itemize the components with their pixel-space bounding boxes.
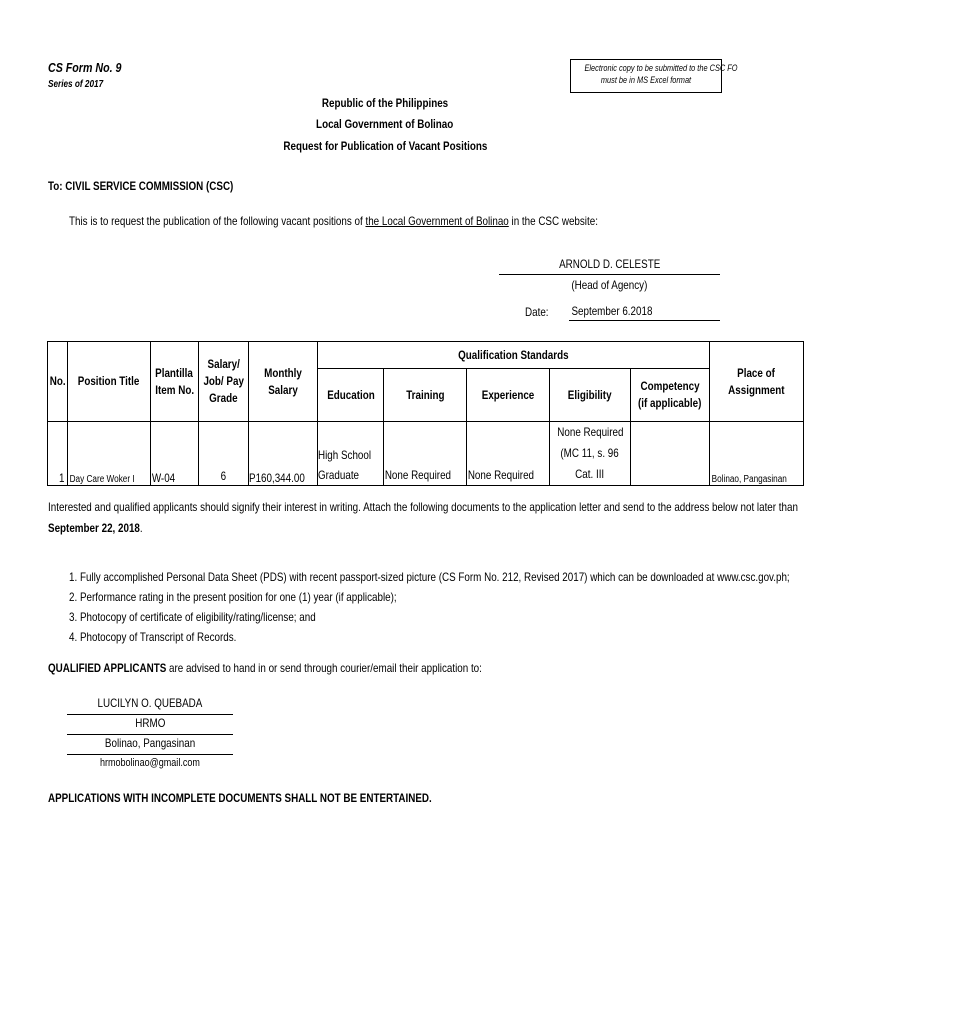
cell-position: Day Care Woker I: [68, 422, 150, 486]
list-item: 2. Performance rating in the present position for one (1) year (if applicable);: [69, 590, 397, 604]
date-label: Date:: [525, 305, 549, 319]
th-qualification-standards: Qualification Standards: [318, 342, 709, 369]
th-eligibility: Eligibility: [549, 369, 631, 422]
date-value: September 6.2018: [569, 304, 720, 321]
electronic-copy-note-line1: Electronic copy to be submitted to the CSC FO: [584, 63, 738, 73]
cell-education: High School Graduate: [318, 422, 384, 486]
list-item: 4. Photocopy of Transcript of Records.: [69, 630, 237, 644]
th-position-title: Position Title: [68, 342, 150, 422]
head-of-agency-role: (Head of Agency): [571, 278, 648, 292]
intro-before: This is to request the publication of the following vacant positions of: [69, 214, 366, 228]
cell-competency: [631, 422, 709, 486]
intro-after: in the CSC website:: [508, 214, 598, 228]
th-no: No.: [48, 342, 68, 422]
page-title: Request for Publication of Vacant Positions: [283, 139, 487, 153]
electronic-copy-note-line2: must be in MS Excel format: [600, 75, 692, 85]
documents-list: [69, 567, 948, 647]
cell-monthly: P160,344.00: [249, 422, 318, 486]
footer-warning: APPLICATIONS WITH INCOMPLETE DOCUMENTS SHALL NOT BE ENTERTAINED.: [48, 791, 432, 805]
header-lgu: Local Government of Bolinao: [316, 117, 454, 131]
form-title: CS Form No. 9: [48, 60, 122, 75]
electronic-copy-note: [570, 59, 738, 93]
form-series: Series of 2017: [48, 79, 104, 90]
table-row: [48, 422, 804, 486]
th-place-of-assignment: Place of Assignment: [709, 342, 804, 422]
contact-position: HRMO: [67, 716, 233, 735]
th-experience: Experience: [466, 369, 549, 422]
cell-eligibility: None Required (MC 11, s. 96 Cat. III: [549, 422, 631, 486]
to-line: To: CIVIL SERVICE COMMISSION (CSC): [48, 179, 234, 193]
intro-agency: the Local Government of Bolinao: [365, 214, 509, 228]
list-item: 3. Photocopy of certificate of eligibility/rating/license; and: [69, 610, 316, 624]
cell-plantilla: W-04: [150, 422, 198, 486]
th-salary-grade: Salary/ Job/ Pay Grade: [198, 342, 248, 422]
cell-no: 1: [48, 422, 68, 486]
intro-text: [69, 214, 598, 228]
contact-address: Bolinao, Pangasinan: [67, 736, 233, 755]
cell-grade: 6: [198, 422, 248, 486]
interested-text: Interested and qualified applicants should signify their interest in writing. Attach the following documents to the application letter and send to the address below not later than: [48, 500, 798, 514]
contact-email: hrmobolinao@gmail.com: [100, 757, 200, 769]
deadline: September 22, 2018: [48, 521, 140, 535]
qualified-applicants: QUALIFIED APPLICANTS are advised to hand in or send through courier/email their application to:: [48, 661, 482, 675]
th-training: Training: [384, 369, 467, 422]
header-republic: Republic of the Philippines: [321, 96, 449, 110]
head-of-agency-name: ARNOLD D. CELESTE: [499, 257, 720, 275]
cell-place: Bolinao, Pangasinan: [709, 422, 804, 486]
th-education: Education: [318, 369, 384, 422]
contact-name: LUCILYN O. QUEBADA: [67, 696, 233, 715]
interested-paragraph: Interested and qualified applicants should signify their interest in writing. Attach the following documents to the application letter and send to the address below not later than September 22, 2018.: [48, 497, 963, 539]
th-monthly-salary: Monthly Salary: [249, 342, 318, 422]
cell-training: None Required: [384, 422, 467, 486]
list-item: 1. Fully accomplished Personal Data Sheet (PDS) with recent passport-sized picture (CS Form No. 212, Revised 2017) which can be downloaded at www.csc.gov.ph;: [69, 570, 790, 584]
th-competency: Competency (if applicable): [631, 369, 709, 422]
cell-experience: None Required: [466, 422, 549, 486]
contact-block: [67, 696, 233, 775]
th-plantilla: Plantilla Item No.: [150, 342, 198, 422]
vacant-positions-table: [47, 341, 804, 486]
